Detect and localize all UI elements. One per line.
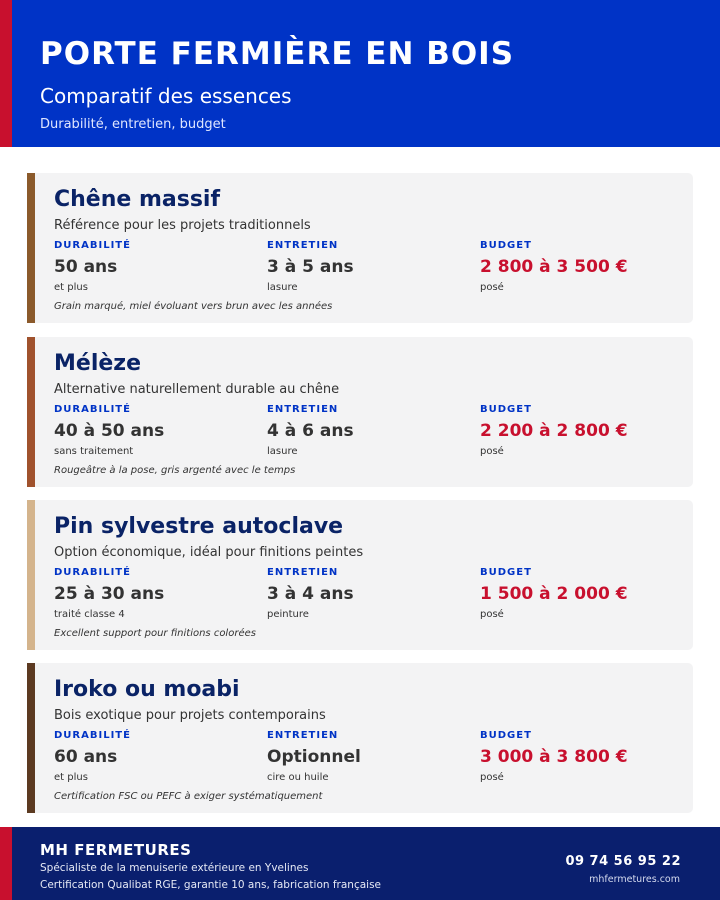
durability-column <box>54 730 254 783</box>
durability-column <box>54 567 254 620</box>
card-accent-bar <box>27 500 35 650</box>
company-specialty: Spécialiste de la menuiserie extérieure en Yvelines <box>40 862 309 874</box>
maintenance-label: ENTRETIEN <box>267 240 339 251</box>
durability-note: traité classe 4 <box>54 609 125 620</box>
wood-note: Excellent support pour finitions colorées <box>54 628 256 639</box>
wood-description: Référence pour les projets traditionnels <box>54 218 311 233</box>
card-accent-bar <box>27 663 35 813</box>
durability-label: DURABILITÉ <box>54 567 131 578</box>
maintenance-column <box>267 404 467 457</box>
wood-card-meleze <box>27 337 693 487</box>
maintenance-note: lasure <box>267 446 298 457</box>
maintenance-column <box>267 567 467 620</box>
maintenance-column <box>267 730 467 783</box>
maintenance-value: 3 à 5 ans <box>267 257 354 277</box>
budget-column <box>480 240 680 293</box>
budget-column <box>480 730 680 783</box>
maintenance-value: Optionnel <box>267 747 361 767</box>
card-accent-bar <box>27 173 35 323</box>
maintenance-note: cire ou huile <box>267 772 329 783</box>
budget-note: posé <box>480 609 504 620</box>
footer-accent-stripe <box>0 827 12 900</box>
wood-description: Bois exotique pour projets contemporains <box>54 708 326 723</box>
maintenance-label: ENTRETIEN <box>267 404 339 415</box>
wood-note: Grain marqué, miel évoluant vers brun avec les années <box>54 301 333 312</box>
maintenance-column <box>267 240 467 293</box>
durability-label: DURABILITÉ <box>54 404 131 415</box>
maintenance-value: 4 à 6 ans <box>267 421 354 441</box>
wood-note: Certification FSC ou PEFC à exiger systématiquement <box>54 791 323 802</box>
budget-label: BUDGET <box>480 404 532 415</box>
maintenance-value: 3 à 4 ans <box>267 584 354 604</box>
wood-card-chene <box>27 173 693 323</box>
durability-note: et plus <box>54 282 88 293</box>
page-header <box>0 0 720 147</box>
header-accent-stripe <box>0 0 12 147</box>
budget-column <box>480 404 680 457</box>
wood-name: Iroko ou moabi <box>54 677 240 702</box>
budget-label: BUDGET <box>480 240 532 251</box>
maintenance-note: lasure <box>267 282 298 293</box>
budget-note: posé <box>480 446 504 457</box>
company-certification: Certification Qualibat RGE, garantie 10 ans, fabrication française <box>40 879 382 891</box>
wood-description: Option économique, idéal pour finitions peintes <box>54 545 364 560</box>
maintenance-note: peinture <box>267 609 309 620</box>
company-name: MH FERMETURES <box>40 841 192 859</box>
durability-value: 40 à 50 ans <box>54 421 165 441</box>
maintenance-label: ENTRETIEN <box>267 567 339 578</box>
durability-column <box>54 240 254 293</box>
page-tagline: Durabilité, entretien, budget <box>40 117 226 132</box>
budget-column <box>480 567 680 620</box>
durability-value: 25 à 30 ans <box>54 584 165 604</box>
budget-label: BUDGET <box>480 567 532 578</box>
budget-note: posé <box>480 772 504 783</box>
durability-label: DURABILITÉ <box>54 240 131 251</box>
wood-card-iroko <box>27 663 693 813</box>
budget-value: 1 500 à 2 000 € <box>480 584 628 604</box>
durability-column <box>54 404 254 457</box>
budget-value: 2 200 à 2 800 € <box>480 421 628 441</box>
page-subtitle: Comparatif des essences <box>40 84 292 108</box>
budget-label: BUDGET <box>480 730 532 741</box>
durability-label: DURABILITÉ <box>54 730 131 741</box>
durability-note: et plus <box>54 772 88 783</box>
page-footer <box>0 827 720 900</box>
card-accent-bar <box>27 337 35 487</box>
wood-card-pin-sylvestre <box>27 500 693 650</box>
budget-value: 2 800 à 3 500 € <box>480 257 628 277</box>
phone-number: 09 74 56 95 22 <box>565 854 681 869</box>
budget-value: 3 000 à 3 800 € <box>480 747 628 767</box>
wood-name: Chêne massif <box>54 187 221 212</box>
wood-name: Pin sylvestre autoclave <box>54 514 344 539</box>
maintenance-label: ENTRETIEN <box>267 730 339 741</box>
durability-value: 60 ans <box>54 747 118 767</box>
durability-note: sans traitement <box>54 446 134 457</box>
wood-name: Mélèze <box>54 351 142 376</box>
wood-note: Rougeâtre à la pose, gris argenté avec le temps <box>54 465 296 476</box>
page-title: PORTE FERMIÈRE EN BOIS <box>40 36 515 72</box>
budget-note: posé <box>480 282 504 293</box>
wood-description: Alternative naturellement durable au chêne <box>54 382 340 397</box>
durability-value: 50 ans <box>54 257 118 277</box>
website-link: mhfermetures.com <box>589 874 680 885</box>
